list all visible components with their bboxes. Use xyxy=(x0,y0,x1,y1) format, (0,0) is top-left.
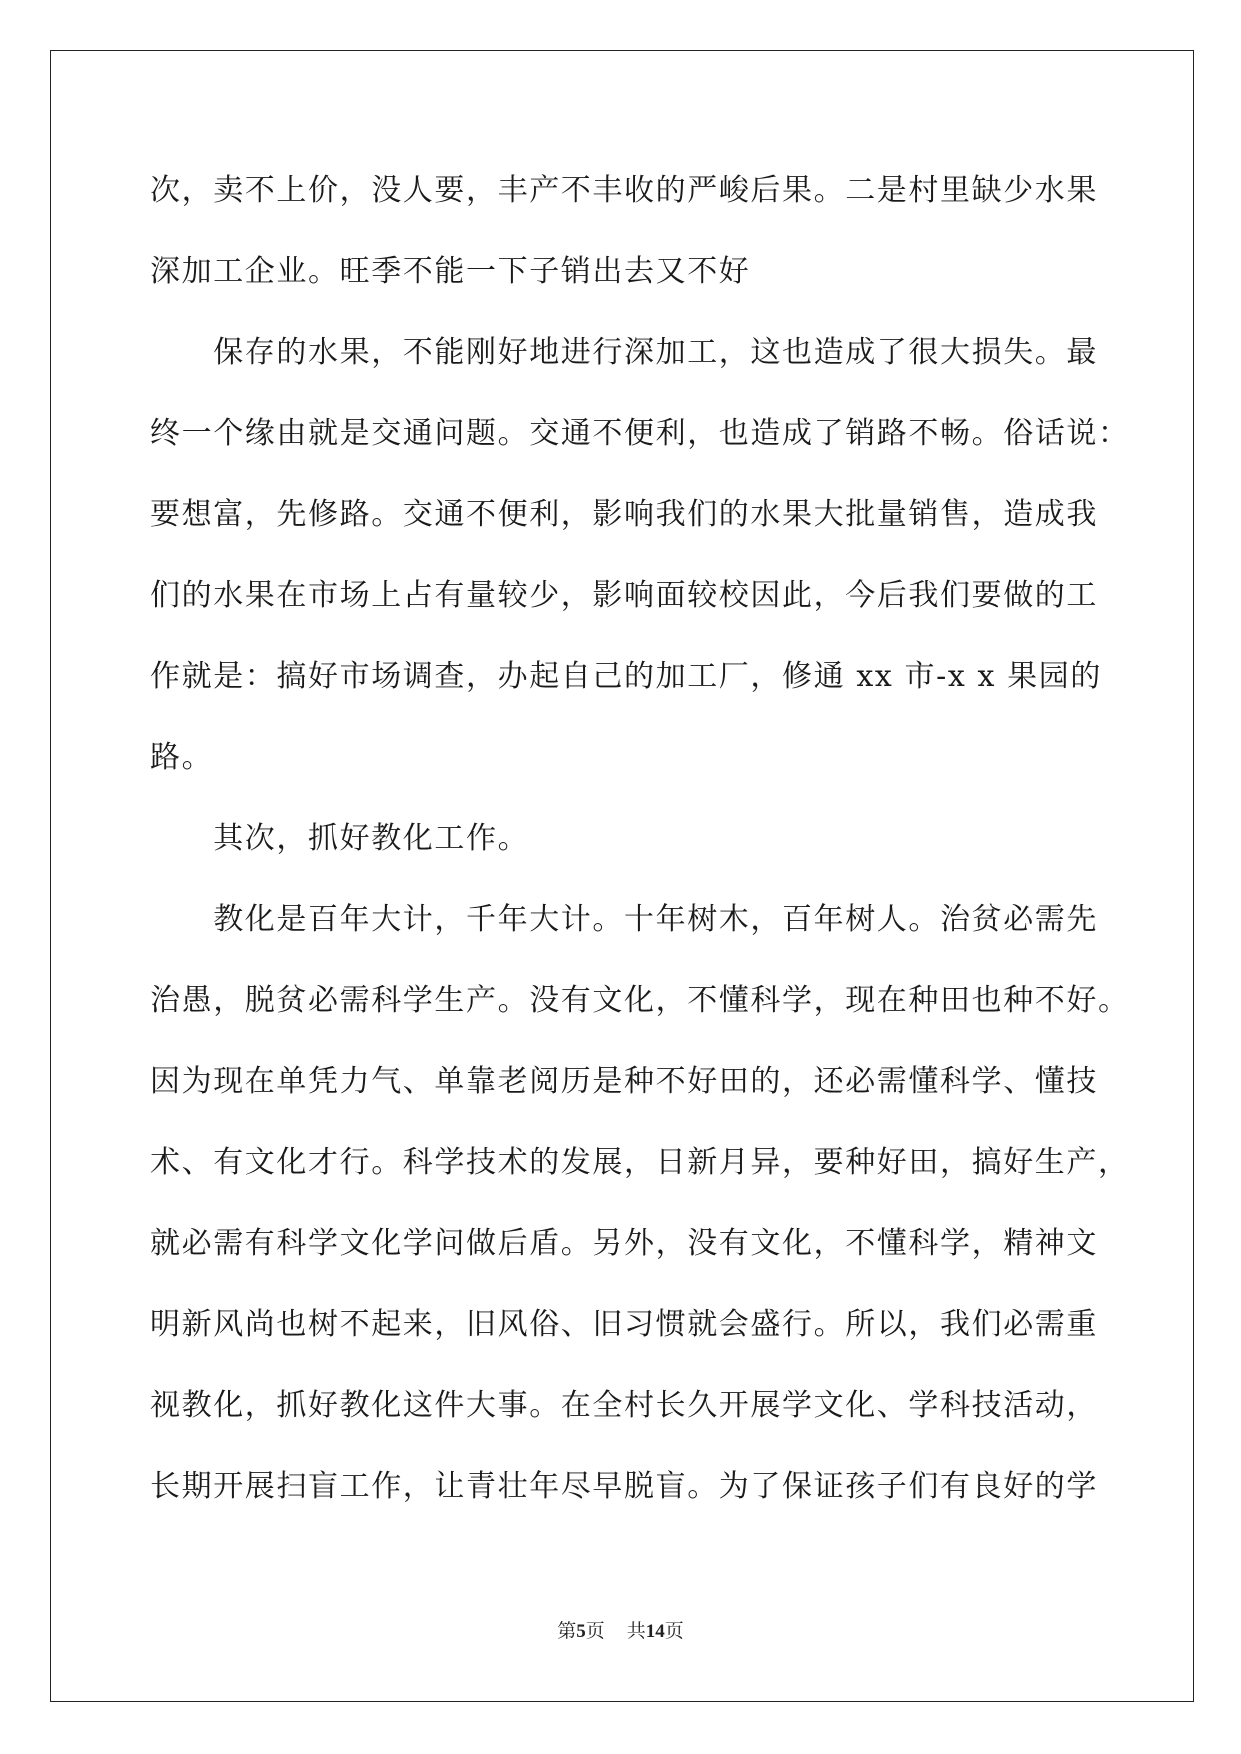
text-line: 终一个缘由就是交通问题。交通不便利，也造成了销路不畅。俗话说： xyxy=(150,416,1130,451)
text-line: 术、有文化才行。科学技术的发展，日新月异，要种好田，搞好生产， xyxy=(150,1145,1130,1180)
document-body xyxy=(150,165,1130,1542)
total-prefix: 共 xyxy=(626,1621,646,1642)
total-suffix: 页 xyxy=(664,1621,684,1642)
text-line: 视教化，抓好教化这件大事。在全村长久开展学文化、学科技活动， xyxy=(150,1388,1098,1423)
text-line: 因为现在单凭力气、单靠老阅历是种不好田的，还必需懂科学、懂技 xyxy=(150,1064,1098,1099)
total-page-number: 14 xyxy=(645,1621,665,1642)
text-line: 次，卖不上价，没人要，丰产不丰收的严峻后果。二是村里缺少水果 xyxy=(150,173,1098,208)
text-line: 长期开展扫盲工作，让青壮年尽早脱盲。为了保证孩子们有良好的学 xyxy=(150,1469,1098,1504)
text-line: 治愚，脱贫必需科学生产。没有文化，不懂科学，现在种田也种不好。 xyxy=(150,983,1130,1018)
text-line: 要想富，先修路。交通不便利，影响我们的水果大批量销售，造成我 xyxy=(150,497,1098,532)
page-footer xyxy=(0,1616,1241,1643)
text-line: 其次，抓好教化工作。 xyxy=(150,821,530,856)
text-line: 明新风尚也树不起来，旧风俗、旧习惯就会盛行。所以，我们必需重 xyxy=(150,1307,1098,1342)
text-line: 就必需有科学文化学问做后盾。另外，没有文化，不懂科学，精神文 xyxy=(150,1226,1098,1261)
text-line: 保存的水果，不能刚好地进行深加工，这也造成了很大损失。最 xyxy=(150,335,1098,370)
page-prefix: 第 xyxy=(557,1621,577,1642)
text-line: 深加工企业。旺季不能一下子销出去又不好 xyxy=(150,254,751,289)
text-line: 路。 xyxy=(150,740,214,775)
text-line: 教化是百年大计，千年大计。十年树木，百年树人。治贫必需先 xyxy=(150,902,1098,937)
current-page-number: 5 xyxy=(576,1621,586,1642)
page-suffix: 页 xyxy=(585,1621,605,1642)
text-line: 作就是：搞好市场调查，办起自己的加工厂，修通 xx 市-x x 果园的 xyxy=(150,659,1102,694)
text-line: 们的水果在市场上占有量较少，影响面较校因此，今后我们要做的工 xyxy=(150,578,1098,613)
